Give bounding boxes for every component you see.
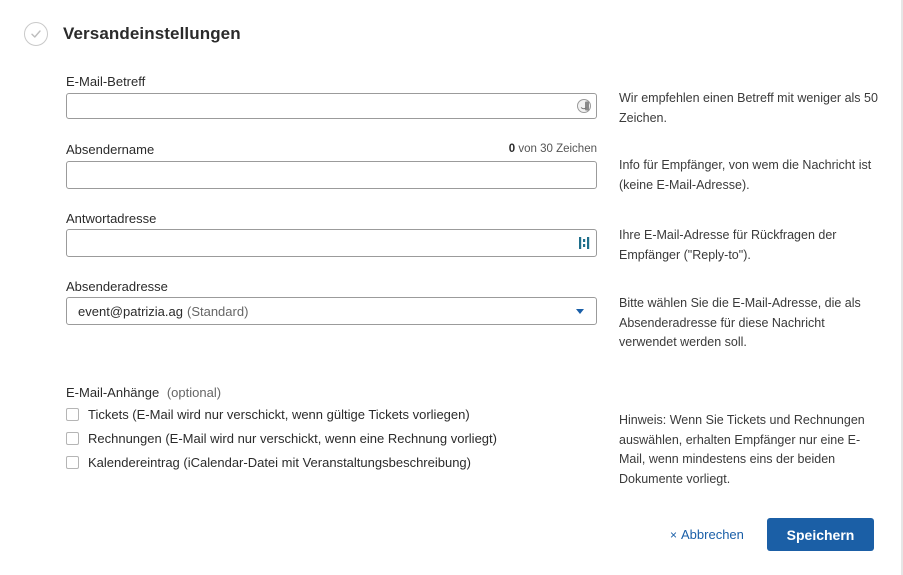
cancel-label: Abbrechen bbox=[681, 527, 744, 542]
save-button[interactable]: Speichern bbox=[767, 518, 874, 551]
invoices-label[interactable]: Rechnungen (E-Mail wird nur verschickt, wenn eine Rechnung vorliegt) bbox=[88, 431, 497, 446]
emoji-icon[interactable] bbox=[576, 98, 592, 114]
attachments-label bbox=[66, 385, 221, 400]
sender-name-counter bbox=[509, 143, 597, 155]
page-title: Versandeinstellungen bbox=[63, 24, 241, 43]
reply-to-hint: Ihre E-Mail-Adresse für Rückfragen der Empfänger ("Reply-to"). bbox=[619, 228, 837, 262]
attachment-option-invoices[interactable] bbox=[66, 431, 497, 446]
invoices-checkbox[interactable] bbox=[66, 432, 79, 445]
tickets-checkbox[interactable] bbox=[66, 408, 79, 421]
close-icon: × bbox=[670, 527, 678, 542]
calendar-label[interactable]: Kalendereintrag (iCalendar-Datei mit Veranstaltungsbeschreibung) bbox=[88, 455, 471, 470]
check-circle-icon bbox=[24, 22, 48, 46]
attachments-hint: Hinweis: Wenn Sie Tickets und Rechnungen auswählen, erhalten Empfänger nur eine E-Mail, wenn mindestens eins der beiden Dokumente vorliegt. bbox=[619, 413, 865, 486]
attachments-title: E-Mail-Anhänge bbox=[66, 385, 160, 400]
sender-name-hint: Info für Empfänger, von wem die Nachricht ist (keine E-Mail-Adresse). bbox=[619, 158, 872, 192]
section-header bbox=[24, 22, 241, 46]
sender-address-label: Absenderadresse bbox=[66, 279, 168, 294]
counter-count: 0 bbox=[508, 143, 516, 155]
subject-label: E-Mail-Betreff bbox=[66, 74, 146, 89]
attachment-option-calendar[interactable] bbox=[66, 455, 471, 470]
password-manager-icon[interactable] bbox=[576, 235, 592, 251]
cancel-button[interactable] bbox=[670, 527, 744, 542]
subject-input[interactable] bbox=[66, 93, 597, 119]
attachment-option-tickets[interactable] bbox=[66, 407, 470, 422]
sender-address-note: (Standard) bbox=[186, 303, 249, 319]
sender-address-value: event@patrizia.ag bbox=[78, 303, 183, 319]
calendar-checkbox[interactable] bbox=[66, 456, 79, 469]
sender-name-label: Absendername bbox=[66, 142, 155, 157]
attachments-optional: (optional) bbox=[166, 385, 222, 400]
sender-address-select[interactable] bbox=[66, 297, 597, 325]
tickets-label[interactable]: Tickets (E-Mail wird nur verschickt, wenn gültige Tickets vorliegen) bbox=[88, 407, 470, 422]
sender-name-input[interactable] bbox=[66, 161, 597, 189]
sender-address-hint: Bitte wählen Sie die E-Mail-Adresse, die als Absenderadresse für diese Nachricht verwendet werden soll. bbox=[619, 296, 861, 350]
chevron-down-icon[interactable] bbox=[576, 309, 584, 314]
reply-to-label: Antwortadresse bbox=[66, 211, 157, 226]
reply-to-input[interactable] bbox=[66, 229, 597, 257]
subject-hint: Wir empfehlen einen Betreff mit weniger als 50 Zeichen. bbox=[619, 91, 878, 125]
counter-text: von 30 Zeichen bbox=[518, 143, 597, 155]
